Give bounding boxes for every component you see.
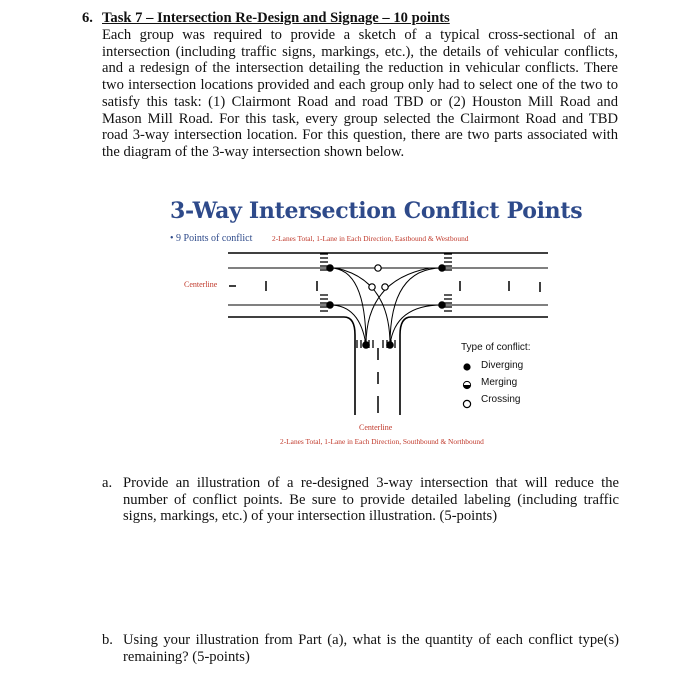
- part-a-text: Provide an illustration of a re-designed 3-way intersection that will reduce the number of conflict points. Be sure to provide detailed labeling (including traffic signs, markings, etc.) of your intersection illustration. (5-points): [123, 475, 619, 525]
- figure-title: 3-Way Intersection Conflict Points: [170, 198, 583, 224]
- question-number: 6.: [82, 10, 93, 26]
- conflict-point-merging: [439, 265, 445, 271]
- centerline-bottom-label: Centerline: [359, 423, 393, 432]
- part-a-label: a.: [102, 475, 113, 491]
- crosswalk-right: [444, 254, 452, 311]
- question-title: Task 7 – Intersection Re-Design and Signage – 10 points: [102, 10, 450, 26]
- conflict-point-merging: [327, 302, 333, 308]
- legend-title: Type of conflict:: [461, 342, 531, 353]
- conflict-point-crossing: [375, 265, 381, 271]
- part-b-text: Using your illustration from Part (a), what is the quantity of each conflict type(s) remaining? (5-points): [123, 632, 619, 665]
- conflict-point-diverging: [327, 265, 333, 271]
- conflict-point-diverging: [387, 342, 393, 348]
- crosswalk-left: [320, 254, 328, 311]
- conflict-point-crossing: [369, 284, 375, 290]
- figure-bottom-caption: 2-Lanes Total, 1-Lane in Each Direction, Southbound & Northbound: [280, 437, 484, 446]
- legend-item-diverging: Diverging: [481, 359, 524, 371]
- turning-paths: [330, 268, 442, 345]
- figure-road-note: 2-Lanes Total, 1-Lane in Each Direction, Eastbound & Westbound: [272, 234, 469, 243]
- part-b-label: b.: [102, 632, 113, 648]
- conflict-point-diverging: [439, 302, 445, 308]
- conflict-point-merging: [363, 342, 369, 348]
- figure-subtitle: • 9 Points of conflict: [170, 233, 253, 244]
- side-road-edge-right: [400, 317, 411, 415]
- centerline-left-label: Centerline: [184, 280, 218, 289]
- legend-item-merging: Merging: [481, 376, 518, 388]
- conflict-point-crossing: [382, 284, 388, 290]
- legend-item-crossing: Crossing: [481, 393, 521, 405]
- conflict-legend: [461, 342, 530, 410]
- side-road-edge-left: [344, 317, 355, 415]
- question-body: Each group was required to provide a sketch of a typical cross-sectional of an intersection (including traffic signs, markings, etc.), the details of vehicular conflicts, and a redesign of the intersection detailing the reduction in vehicular conflicts. There two intersection locations provided and each group only had to select one of the two to satisfy this task: (1) Clairmont Road and road TBD or (2) Houston Mill Road and Mason Mill Road. For this task, every group selected the Clairmont Road and TBD road 3-way intersection location. For this question, there are two parts associated with the diagram of the 3-way intersection shown below.: [102, 27, 618, 160]
